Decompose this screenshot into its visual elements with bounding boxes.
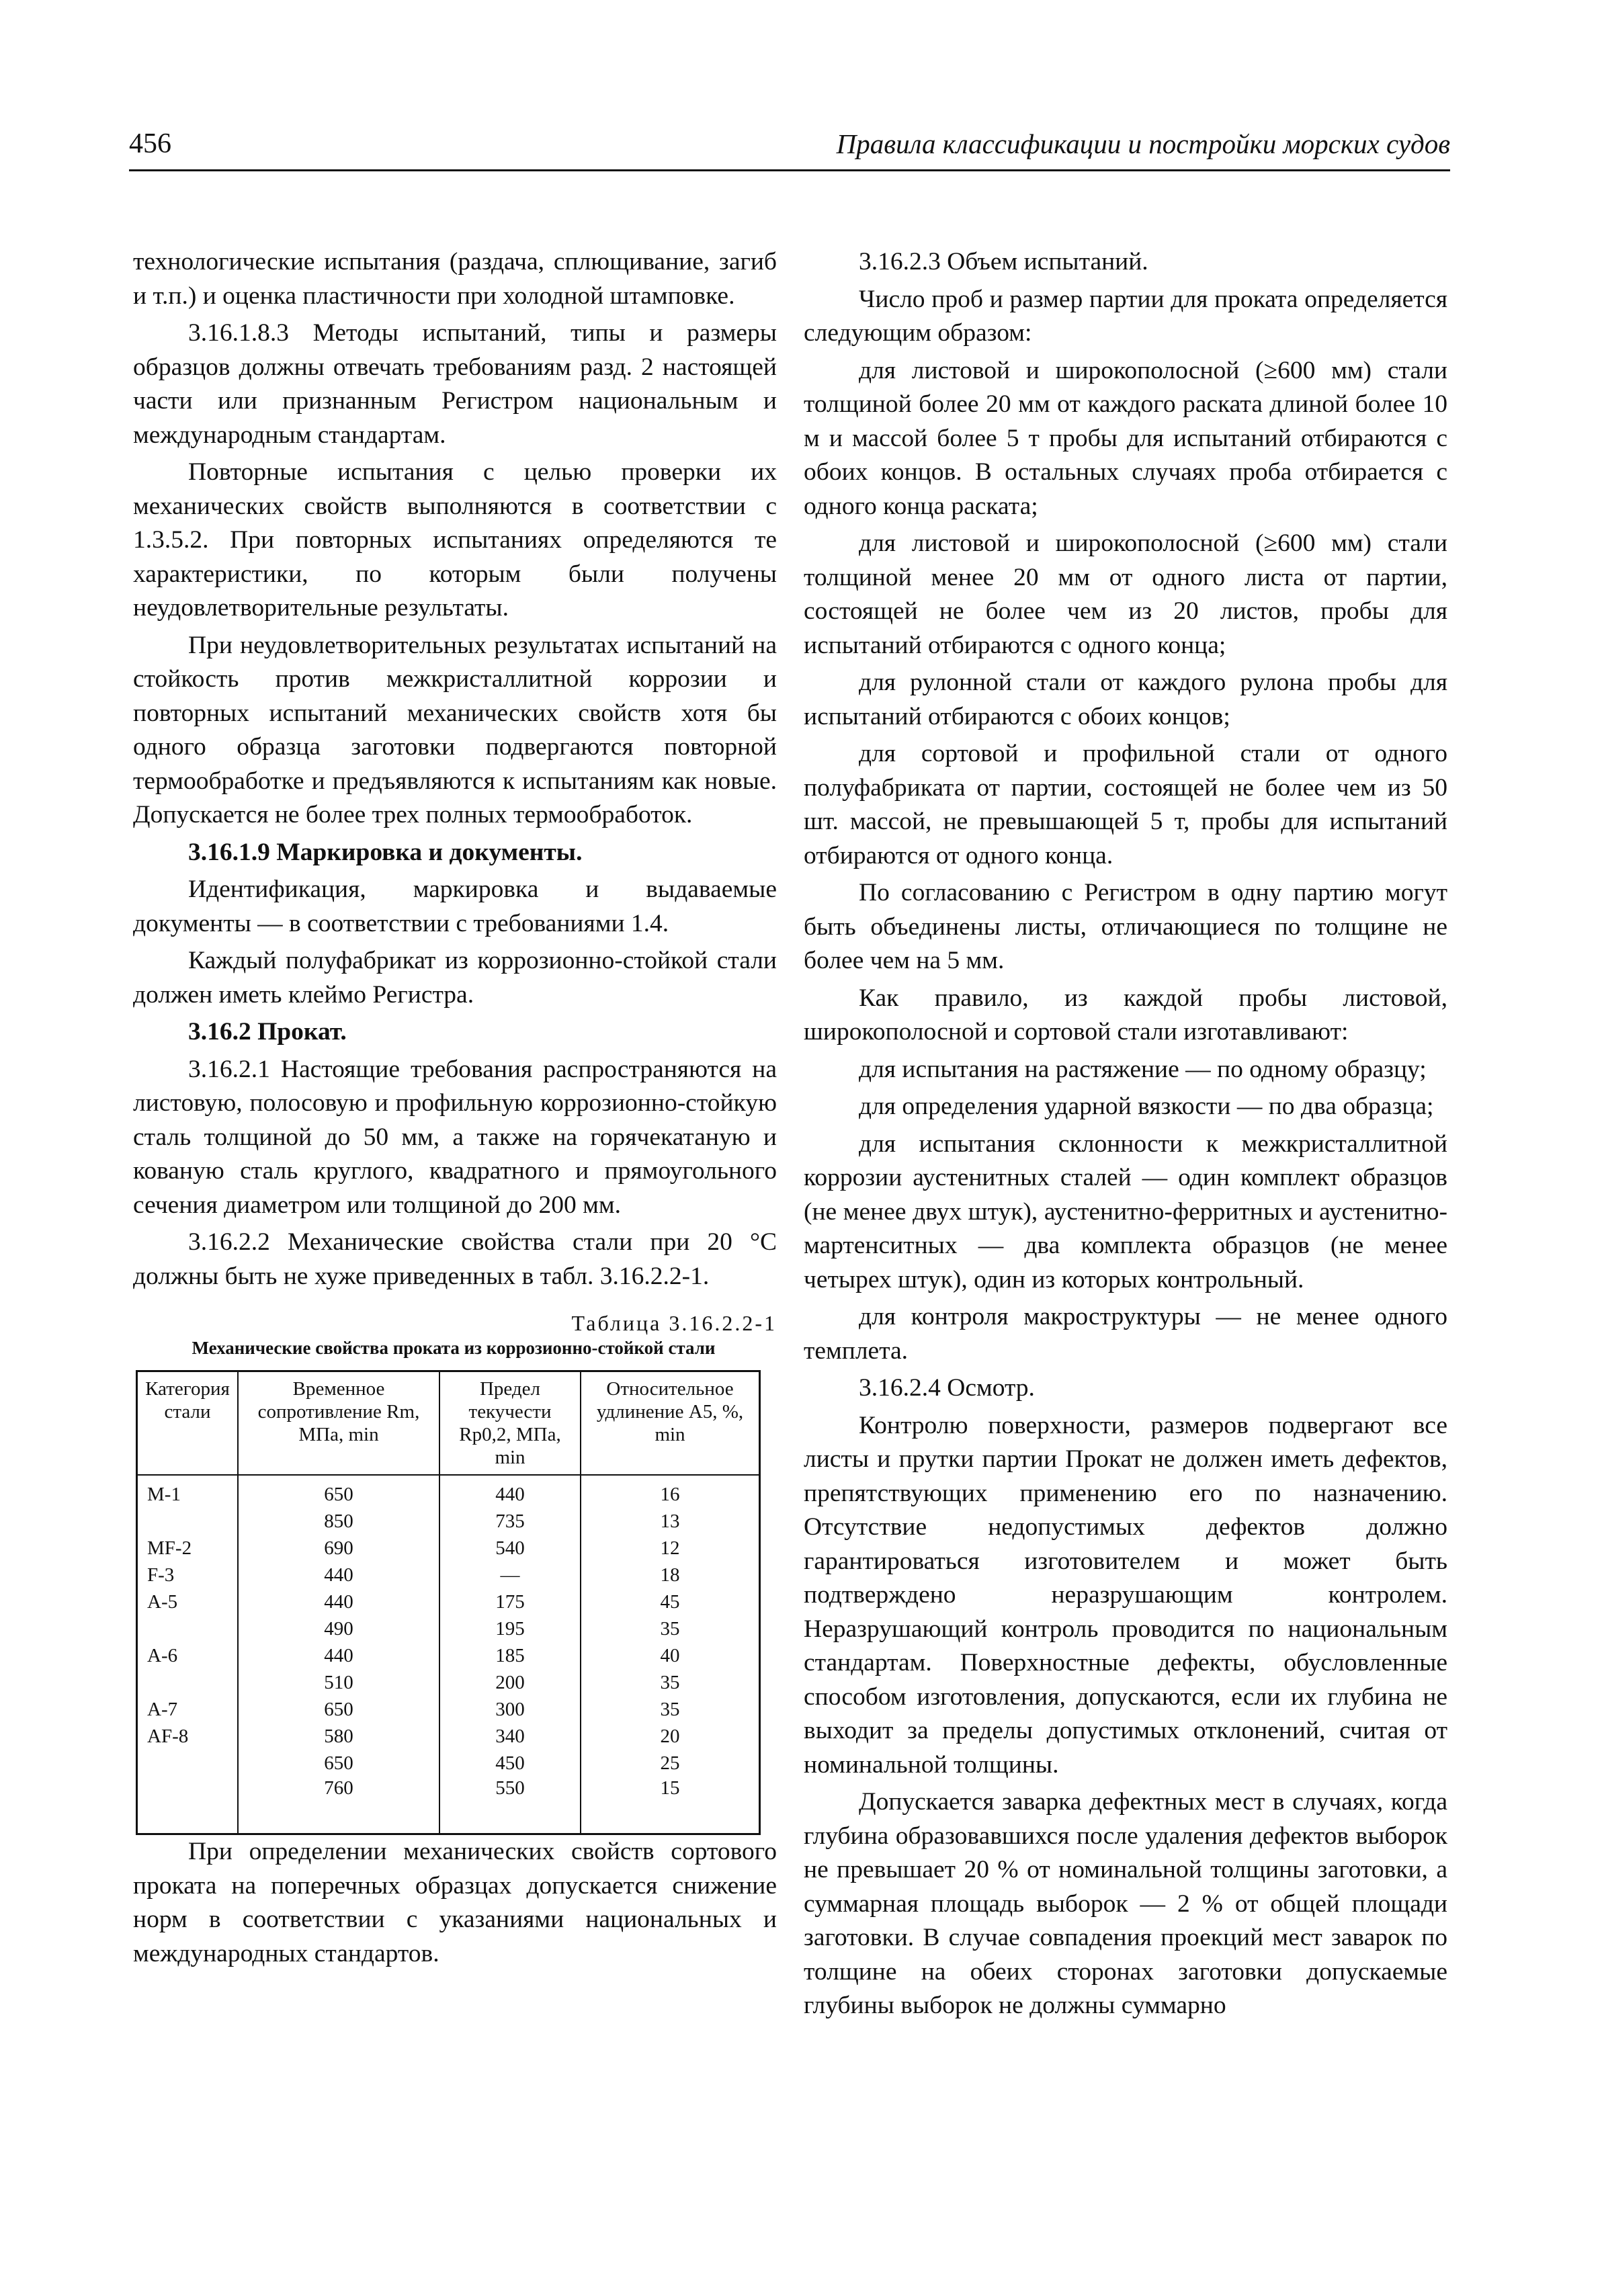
value-cell: 195 (439, 1615, 581, 1642)
table-row (137, 1475, 760, 1508)
clause-number: 3.16.1.8.3 (188, 319, 289, 347)
table-number: Таблица 3.16.2.2-1 (571, 1311, 777, 1335)
steel-category-cell (137, 1750, 239, 1777)
table-row (137, 1588, 760, 1615)
paragraph: Контролю поверхности, размеров подвергают все листы и прутки партии Прокат не должен иметь дефектов, препятствующих применению его по назначению. Отсутствие недопустимых дефектов должно гарантироваться изготовителем и может быть подтверждено неразрушающим контролем. Неразрушающий контроль проводится по национальным стандартам. Поверхностные дефекты, обусловленные способом изготовления, допускаются, если их глубина не выходит за пределы допустимых отклонений, считая от номинальной толщины. (804, 1411, 1447, 1779)
value-cell: 35 (581, 1696, 760, 1723)
right-column (804, 245, 1447, 2027)
steel-category-cell (137, 1508, 239, 1535)
paragraph: 3.16.2.2 Механические свойства стали при 20 °С должны быть не хуже приведенных в табл. 3.16.2.2-1. (133, 1228, 777, 1290)
value-cell: 20 (581, 1723, 760, 1750)
paragraph: для испытания склонности к межкристаллитной коррозии аустенитных сталей — один комплект образцов (не менее двух штук), аустенитно-ферритных и аустенитно-мартенситных — два комплекта образцов (не менее четырех штук), один из которых контрольный. (804, 1130, 1447, 1293)
column-header: Категория стали (137, 1371, 239, 1476)
steel-category-cell: M-1 (137, 1475, 239, 1508)
steel-category-cell: A-5 (137, 1588, 239, 1615)
table-row (137, 1615, 760, 1642)
value-cell: 16 (581, 1475, 760, 1508)
clause-number: 3.16.2.1 (188, 1055, 270, 1083)
running-title: Правила классификации и постройки морских судов (836, 128, 1450, 159)
steel-category-cell: F-3 (137, 1562, 239, 1588)
value-cell: 13 (581, 1508, 760, 1535)
value-cell: 580 (238, 1723, 439, 1750)
table-row (137, 1696, 760, 1723)
paragraph: При неудовлетворительных результатах испытаний на стойкость против межкристаллитной коррозии и повторных испытаний механических свойств хотя бы одного образца заготовки подвергаются повторной термообработке и предъявляются к испытаниям как новые. Допускается не более трех полных термообработок. (133, 631, 777, 828)
value-cell: 650 (238, 1696, 439, 1723)
paragraph: Число проб и размер партии для проката определяется следующим образом: (804, 285, 1447, 347)
steel-category-cell (137, 1669, 239, 1696)
section-heading: 3.16.2.4 Осмотр. (859, 1374, 1035, 1402)
paragraph: Как правило, из каждой пробы листовой, широкополосной и сортовой стали изготавливают: (804, 984, 1447, 1046)
paragraph: для листовой и широкополосной (≥600 мм) стали толщиной менее 20 мм от одного листа от партии, состоящей не более чем из 20 листов, пробы для испытаний отбираются с одного конца; (804, 529, 1447, 659)
value-cell: 25 (581, 1750, 760, 1777)
left-column (133, 245, 777, 1974)
value-cell: 18 (581, 1562, 760, 1588)
value-cell: 45 (581, 1588, 760, 1615)
table-row (137, 1777, 760, 1834)
column-header: Временное сопротивление Rm, МПа, min (238, 1371, 439, 1476)
table-row (137, 1535, 760, 1562)
value-cell: 850 (238, 1508, 439, 1535)
value-cell: 175 (439, 1588, 581, 1615)
paragraph: для листовой и широкополосной (≥600 мм) стали толщиной более 20 мм от каждого раската длиной более 10 м и массой более 5 т пробы для испытаний отбираются с обоих концов. В остальных случаях проба отбирается с одного конца раската; (804, 356, 1447, 520)
value-cell: 440 (439, 1475, 581, 1508)
value-cell: 440 (238, 1562, 439, 1588)
paragraph: 3.16.2.1 Настоящие требования распространяются на листовую, полосовую и профильную коррозионно-стойкую сталь толщиной до 50 мм, а также на горячекатаную и кованую сталь круглого, квадратного и прямоугольного сечения диаметром или толщиной до 200 мм. (133, 1055, 777, 1219)
value-cell: 40 (581, 1642, 760, 1669)
table-body (137, 1475, 760, 1834)
paragraph: Допускается заварка дефектных мест в случаях, когда глубина образовавшихся после удаления дефектов выборок не превышает 20 % от номинальной толщины заготовки, а суммарная площадь выборок — 2 % от общей площади заготовки. В случае совпадения проекций мест заварок по толщине на обеих сторонах заготовки допускаемые глубины выборок не должны суммарно (804, 1788, 1447, 2019)
section-heading: 3.16.2 Прокат. (188, 1018, 347, 1046)
value-cell: 550 (439, 1777, 581, 1834)
value-cell: — (439, 1562, 581, 1588)
paragraph: 3.16.1.8.3 Методы испытаний, типы и размеры образцов должны отвечать требованиям разд. 2 настоящей части или признанным Регистром национальным и международным стандартам. (133, 319, 777, 449)
column-header: Предел текучести Rp0,2, МПа, min (439, 1371, 581, 1476)
table-row (137, 1508, 760, 1535)
paragraph: При определении механических свойств сортового проката на поперечных образцах допускается снижение норм в соответствии с указаниями национальных и международных стандартов. (133, 1838, 777, 1967)
section-heading: 3.16.2.3 Объем испытаний. (859, 248, 1148, 275)
paragraph: для контроля макроструктуры — не менее одного темплета. (804, 1303, 1447, 1365)
value-cell: 735 (439, 1508, 581, 1535)
column-header: Относительное удлинение A5, %, min (581, 1371, 760, 1476)
paragraph: технологические испытания (раздача, сплющивание, загиб и т.п.) и оценка пластичности при холодной штамповке. (133, 248, 777, 310)
value-cell: 12 (581, 1535, 760, 1562)
section-heading: 3.16.1.9 Маркировка и документы. (188, 838, 583, 866)
clause-number: 3.16.2.2 (188, 1228, 270, 1256)
steel-category-cell (137, 1777, 239, 1834)
value-cell: 490 (238, 1615, 439, 1642)
page-header (129, 128, 1450, 171)
value-cell: 540 (439, 1535, 581, 1562)
value-cell: 15 (581, 1777, 760, 1834)
table-row (137, 1669, 760, 1696)
paragraph: для рулонной стали от каждого рулона пробы для испытаний отбираются с обоих концов; (804, 669, 1447, 730)
value-cell: 450 (439, 1750, 581, 1777)
table-row (137, 1642, 760, 1669)
value-cell: 650 (238, 1475, 439, 1508)
steel-category-cell: MF-2 (137, 1535, 239, 1562)
value-cell: 440 (238, 1642, 439, 1669)
paragraph: Идентификация, маркировка и выдаваемые документы — в соответствии с требованиями 1.4. (133, 876, 777, 937)
paragraph: По согласованию с Регистром в одну партию могут быть объединены листы, отличающиеся по толщине не более чем на 5 мм. (804, 879, 1447, 974)
steel-category-cell: A-6 (137, 1642, 239, 1669)
value-cell: 650 (238, 1750, 439, 1777)
value-cell: 440 (238, 1588, 439, 1615)
paragraph: Повторные испытания с целью проверки их механических свойств выполняются в соответствии с 1.3.5.2. При повторных испытаниях определяются те характеристики, по которым были получены неудовлетворительные результаты. (133, 458, 777, 622)
mechanical-properties-table (136, 1370, 761, 1835)
value-cell: 510 (238, 1669, 439, 1696)
value-cell: 340 (439, 1723, 581, 1750)
table-title: Механические свойства проката из коррозионно-стойкой стали (192, 1338, 716, 1358)
table-row (137, 1562, 760, 1588)
value-cell: 300 (439, 1696, 581, 1723)
paragraph: для испытания на растяжение — по одному образцу; (859, 1055, 1427, 1083)
paragraph: Каждый полуфабрикат из коррозионно-стойкой стали должен иметь клеймо Регистра. (133, 947, 777, 1009)
table-row (137, 1723, 760, 1750)
value-cell: 760 (238, 1777, 439, 1834)
paragraph: для определения ударной вязкости — по два образца; (859, 1093, 1434, 1120)
value-cell: 35 (581, 1615, 760, 1642)
paragraph: для сортовой и профильной стали от одного полуфабриката от партии, состоящей не более чем из 50 шт. массой, не превышающей 5 т, пробы для испытаний отбираются от одного конца. (804, 740, 1447, 869)
table-row (137, 1750, 760, 1777)
page-number: 456 (129, 128, 171, 159)
value-cell: 35 (581, 1669, 760, 1696)
value-cell: 185 (439, 1642, 581, 1669)
steel-category-cell (137, 1615, 239, 1642)
value-cell: 200 (439, 1669, 581, 1696)
steel-category-cell: A-7 (137, 1696, 239, 1723)
table-header-row (137, 1371, 760, 1476)
steel-category-cell: AF-8 (137, 1723, 239, 1750)
value-cell: 690 (238, 1535, 439, 1562)
